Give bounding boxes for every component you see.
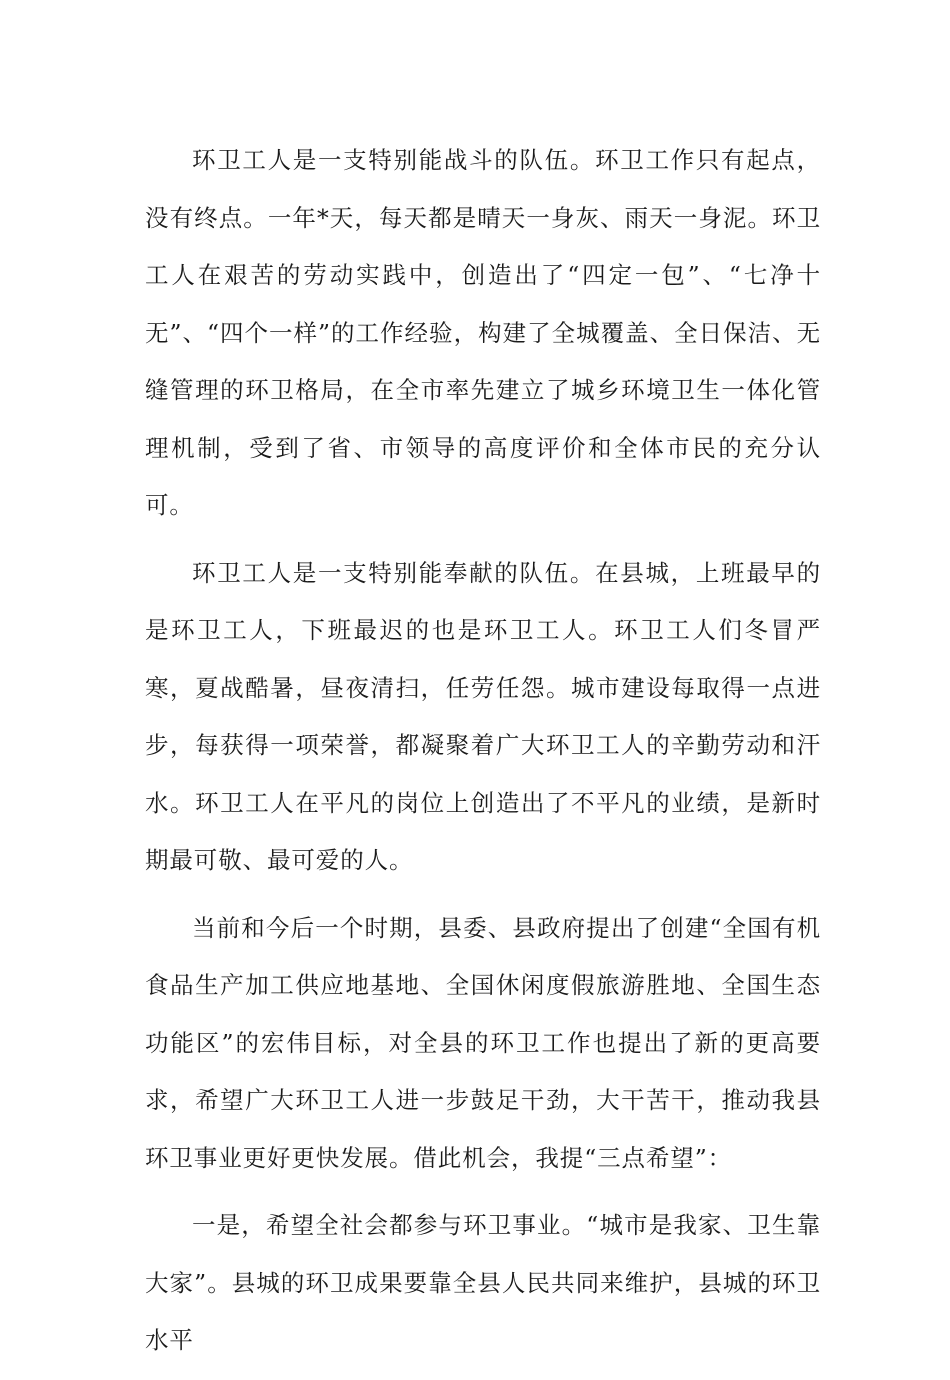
document-body [145,132,821,1380]
paragraph-4: 一是，希望全社会都参与环卫事业。“城市是我家、卫生靠大家”。县城的环卫成果要靠全县人民共同来维护，县城的环卫水平 [145,1211,821,1354]
paragraph-2: 环卫工人是一支特别能奉献的队伍。在县城，上班最早的是环卫工人，下班最迟的也是环卫工人。环卫工人们冬冒严寒，夏战酷暑，昼夜清扫，任劳任怨。城市建设每取得一点进步，每获得一项荣誉，都凝聚着广大环卫工人的辛勤劳动和汗水。环卫工人在平凡的岗位上创造出了不平凡的业绩，是新时期最可敬、最可爱的人。 [145,558,821,874]
paragraph-1: 环卫工人是一支特别能战斗的队伍。环卫工作只有起点，没有终点。一年*天，每天都是晴天一身灰、雨天一身泥。环卫工人在艰苦的劳动实践中，创造出了“四定一包”、“七净十无”、“四个一样”的工作经验，构建了全城覆盖、全日保洁、无缝管理的环卫格局，在全市率先建立了城乡环境卫生一体化管理机制，受到了省、市领导的高度评价和全体市民的充分认可。 [145,146,821,519]
paragraph-3: 当前和今后一个时期，县委、县政府提出了创建“全国有机食品生产加工供应地基地、全国休闲度假旅游胜地、全国生态功能区”的宏伟目标，对全县的环卫工作也提出了新的更高要求，希望广大环卫工人进一步鼓足干劲，大干苦干，推动我县环卫事业更好更快发展。借此机会，我提“三点希望”： [145,913,821,1172]
